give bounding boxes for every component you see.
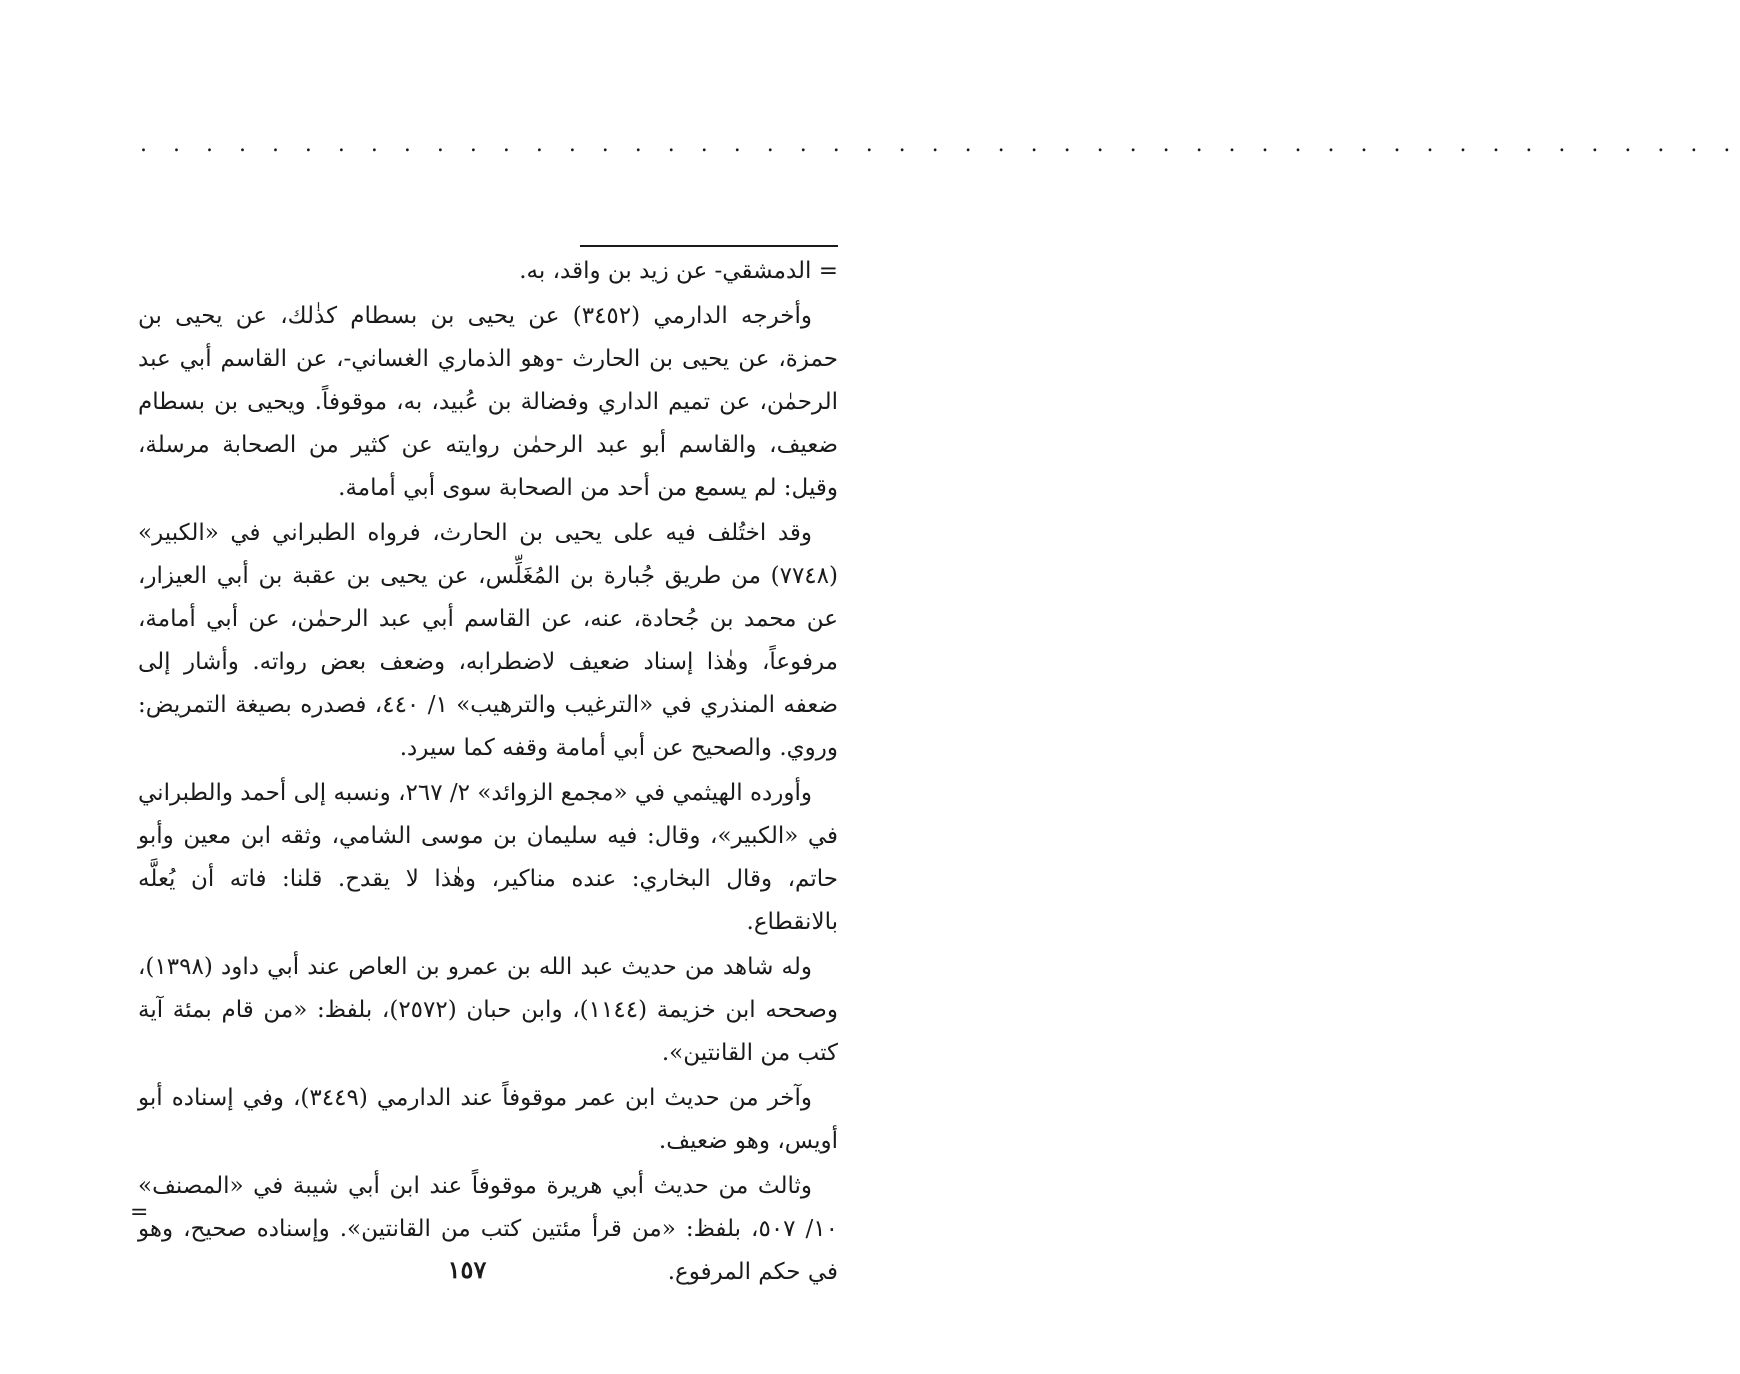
paragraph-6: وآخر من حديث ابن عمر موقوفاً عند الدارمي (٣٤٤٩)، وفي إسناده أبو أويس، وهو ضعيف. xyxy=(138,1085,838,1154)
separator-dots: . . . . . . . . . . . . . . . . . . . . . . . . . . . . . . . . . . . . . . . . . . . . . . . . . xyxy=(140,132,1740,157)
page-number: ١٥٧ xyxy=(447,1255,487,1284)
paragraph-5: وله شاهد من حديث عبد الله بن عمرو بن العاص عند أبي داود (١٣٩٨)، وصححه ابن خزيمة (١١٤٤)، وابن حبان (٢٥٧٢)، بلفظ: «من قام بمئة آية كتب من القانتين». xyxy=(138,954,838,1066)
footnote-text xyxy=(138,250,838,1294)
continuation-mark: = xyxy=(130,1200,149,1225)
paragraph-4: وأورده الهيثمي في «مجمع الزوائد» ٢/ ٢٦٧، ونسبه إلى أحمد والطبراني في «الكبير»، وقال: فيه سليمان بن موسى الشامي، وثقه ابن معين وأبو حاتم، وقال البخاري: عنده مناكير، وهٰذا لا يقدح. قلنا: فاته أن يُعلَّه بالانقطاع. xyxy=(138,780,838,935)
paragraph-7: وثالث من حديث أبي هريرة موقوفاً عند ابن أبي شيبة في «المصنف» ١٠/ ٥٠٧، بلفظ: «من قرأ مئتين كتب من القانتين». وإسناده صحيح، وهو في حكم المرفوع. xyxy=(138,1173,838,1285)
paragraph-3: وقد اختُلف فيه على يحيى بن الحارث، فرواه الطبراني في «الكبير» (٧٧٤٨) من طريق جُبارة بن المُغَلِّس، عن يحيى بن عقبة بن أبي العيزار، عن محمد بن جُحادة، عنه، عن القاسم أبي عبد الرحمٰن، عن أبي أمامة، مرفوعاً، وهٰذا إسناد ضعيف لاضطرابه، وضعف بعض رواته. وأشار إلى ضعفه المنذري في «الترغيب والترهيب» ١/ ٤٤٠، فصدره بصيغة التمريض: وروي. والصحيح عن أبي أمامة وقفه كما سيرد. xyxy=(138,520,838,761)
paragraph-2: وأخرجه الدارمي (٣٤٥٢) عن يحيى بن بسطام كذٰلك، عن يحيى بن حمزة، عن يحيى بن الحارث -وهو الذماري الغساني-، عن القاسم أبي عبد الرحمٰن، عن تميم الداري وفضالة بن عُبيد، به، موقوفاً. ويحيى بن بسطام ضعيف، والقاسم أبو عبد الرحمٰن روايته عن كثير من الصحابة مرسلة، وقيل: لم يسمع من أحد من الصحابة سوى أبي أمامة. xyxy=(138,303,838,501)
paragraph-1: = الدمشقي- عن زيد بن واقد، به. xyxy=(519,258,838,284)
footnote-rule xyxy=(580,245,838,247)
